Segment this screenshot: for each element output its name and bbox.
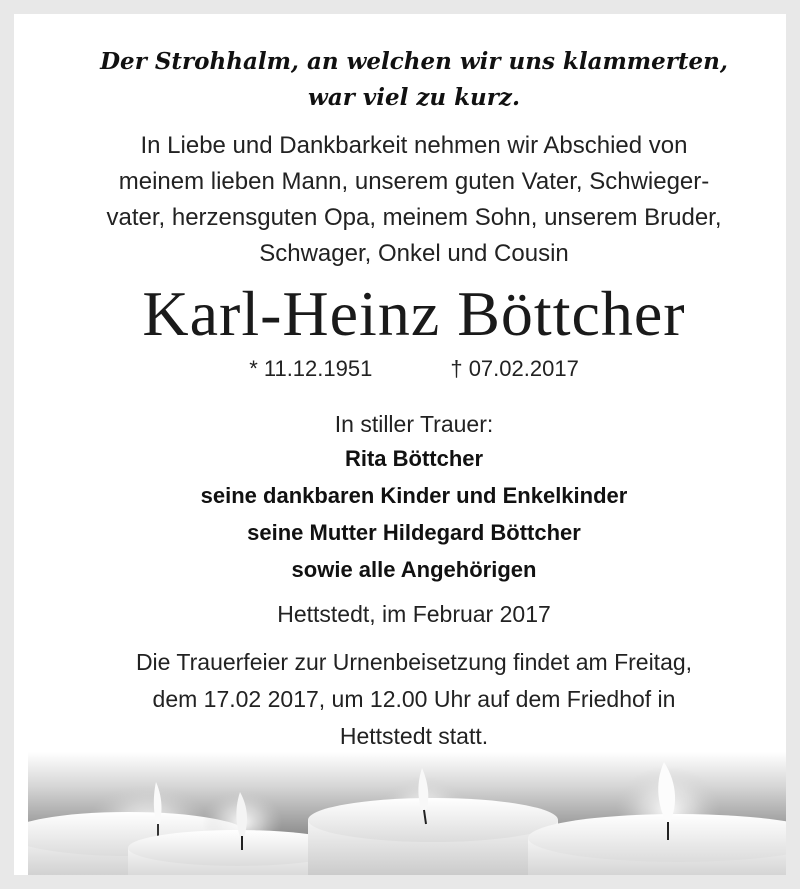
place-date: Hettstedt, im Februar 2017 — [277, 601, 551, 627]
deceased-name: Karl-Heinz Böttcher — [142, 278, 686, 349]
motto-line: Der Strohhalm, an welchen wir uns klammerten, — [100, 48, 728, 75]
intro-text — [28, 128, 800, 272]
mourner-name: seine dankbaren Kinder und Enkelkinder — [200, 483, 628, 508]
funeral-line: dem 17.02 2017, um 12.00 Uhr auf dem Friedhof in — [152, 686, 676, 712]
intro-line: vater, herzensguten Opa, meinem Sohn, unserem Bruder, — [106, 204, 722, 231]
mourners-list — [28, 440, 800, 588]
mourner-name: seine Mutter Hildegard Böttcher — [247, 520, 581, 545]
motto-line: war viel zu kurz. — [308, 84, 520, 111]
funeral-line: Hettstedt statt. — [339, 723, 489, 749]
funeral-notice — [28, 644, 800, 755]
motto-quote — [28, 44, 800, 116]
death-date: † 07.02.2017 — [450, 356, 579, 381]
mourning-heading: In stiller Trauer: — [334, 411, 494, 437]
mourner-name: sowie alle Angehörigen — [291, 557, 537, 582]
candles-image — [28, 752, 800, 889]
intro-line: Schwager, Onkel und Cousin — [259, 240, 569, 267]
mourner-name: Rita Böttcher — [344, 446, 484, 471]
intro-line: meinem lieben Mann, unserem guten Vater, Schwieger- — [118, 168, 710, 195]
candles-photo — [28, 752, 800, 889]
birth-date: * 11.12.1951 — [249, 356, 373, 381]
funeral-line: Die Trauerfeier zur Urnenbeisetzung findet am Freitag, — [135, 649, 693, 675]
intro-line: In Liebe und Dankbarkeit nehmen wir Abschied von — [140, 132, 688, 159]
life-dates — [28, 354, 800, 384]
